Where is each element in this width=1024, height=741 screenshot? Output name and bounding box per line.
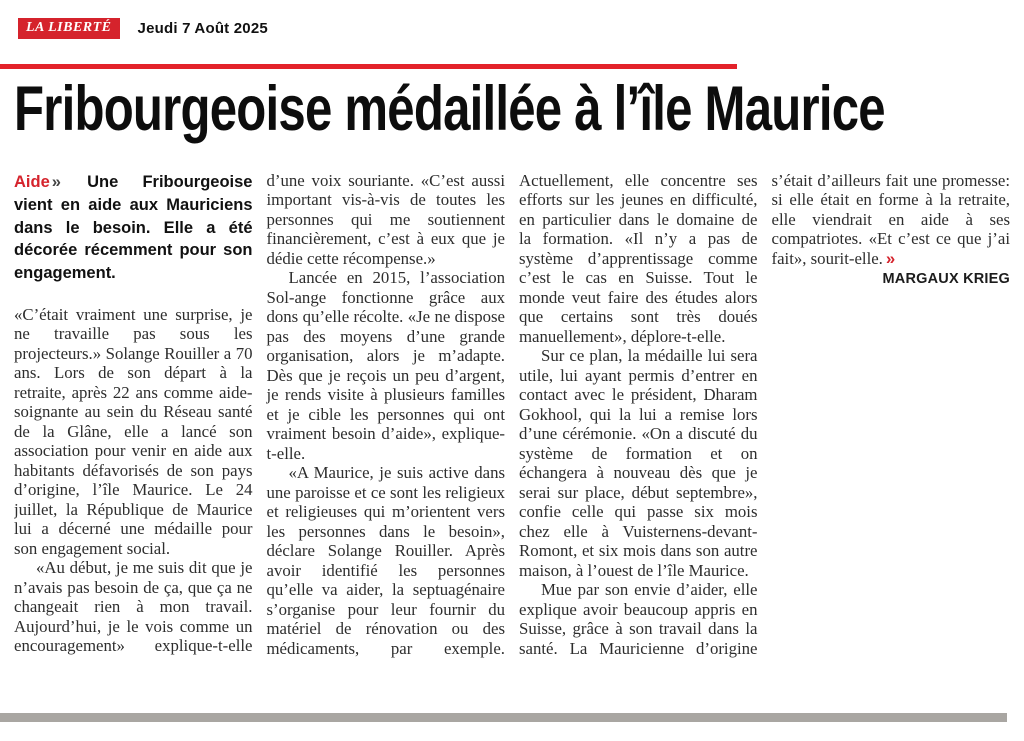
byline: MARGAUX KRIEG (882, 271, 1010, 288)
kicker-chevron: » (51, 173, 61, 191)
body-paragraph: Lancée en 2015, l’association Sol-ange fonctionne grâce aux dons qu’elle récolte. «Je ne dispose pas des moyens d’une grande organisation, alors je m’adapte. Dès que je reçois un peu d’argent, je rends visite à plusieurs familles et je cible les personnes qui ont vraiment besoin d’aide», explique-t-elle. (266, 268, 505, 463)
body-paragraph: Sur ce plan, la médaille lui sera utile, lui ayant permis d’entrer en contact avec le président, Dharam Gokhool, qui la lui a remise lors d’une cérémonie. «On a discuté du système de formation et on échangera à nouveau dès que je serai sur place, début septembre», confie celle qui passe six mois chez elle à Vuisternens-devant-Romont, et six mois dans son autre maison, à l’ouest de l’île Maurice. (519, 346, 758, 580)
kicker-label: Aide (14, 173, 50, 191)
footer-gray-bar (0, 713, 1007, 722)
body-paragraph: «C’était vraiment une surprise, je ne travaille pas sous les projecteurs.» Solange Rouiller a 70 ans. Lors de son départ à la retraite, après 22 ans comme aide-soignante au sein du Réseau santé de la Glâne, elle a lancé son association pour venir en aide aux habitants défavorisés de son pays d’origine, l’île Maurice. Le 24 juillet, la République de Maurice lui a décerné une médaille pour son engagement social. (14, 304, 253, 558)
edition-date: Jeudi 7 Août 2025 (137, 20, 268, 37)
body-paragraph-text: Mue par son envie d’aider, elle explique avoir beaucoup appris en Suisse, grâce à son travail dans la santé. La Mauricienne d’origine s’était d’ailleurs fait une promesse: si elle était en forme à la retraite, elle viendrait en aide à ses compatriotes. «Et c’est ce que j’ai fait», sourit-elle. (519, 171, 1010, 658)
article-end-chevron: » (885, 248, 896, 268)
newspaper-logo: LA LIBERTÉ (18, 18, 120, 39)
article-body-columns (14, 171, 1010, 667)
red-divider-rule (0, 64, 737, 69)
lead-paragraph (14, 171, 253, 285)
lead-text: Une Fribourgeoise vient en aide aux Mauriciens dans le besoin. Elle a été décorée récemment pour son engagement. (14, 173, 253, 283)
masthead-row (0, 0, 1024, 42)
body-paragraph: «Au début, je me suis dit que je n’avais pas besoin de ça, que ça ne changeait rien à mon travail. Aujourd’hui, je le vois comme un encouragement» explique-t-elle d’une voix souriante. «C’est aussi important vis-à-vis de toutes les personnes qui me soutiennent financièrement, c’est à eux que je dédie cette récompense.» (14, 171, 505, 656)
article-headline-text: Fribourgeoise médaillée à l’île Maurice (14, 74, 885, 144)
article-headline (14, 74, 1024, 144)
body-paragraph: «A Maurice, je suis active dans une paroisse et ce sont les religieux et religieuses qui m’orientent vers les personnes dans le besoin», déclare Solange Rouiller. Après avoir identifié les personnes qu’elle va aider, la septuagénaire s’organise pour leur fournir du matériel de rénovation ou des médicaments, par exemple. Actuellement, elle concentre ses efforts sur les jeunes en difficulté, en particulier dans le domaine de la formation. «Il n’y a pas de système d’apprentissage comme c’est le cas en Suisse. Tout le monde veut faire des études alors que certains sont très doués manuellement», déplore-t-elle. (266, 171, 758, 658)
